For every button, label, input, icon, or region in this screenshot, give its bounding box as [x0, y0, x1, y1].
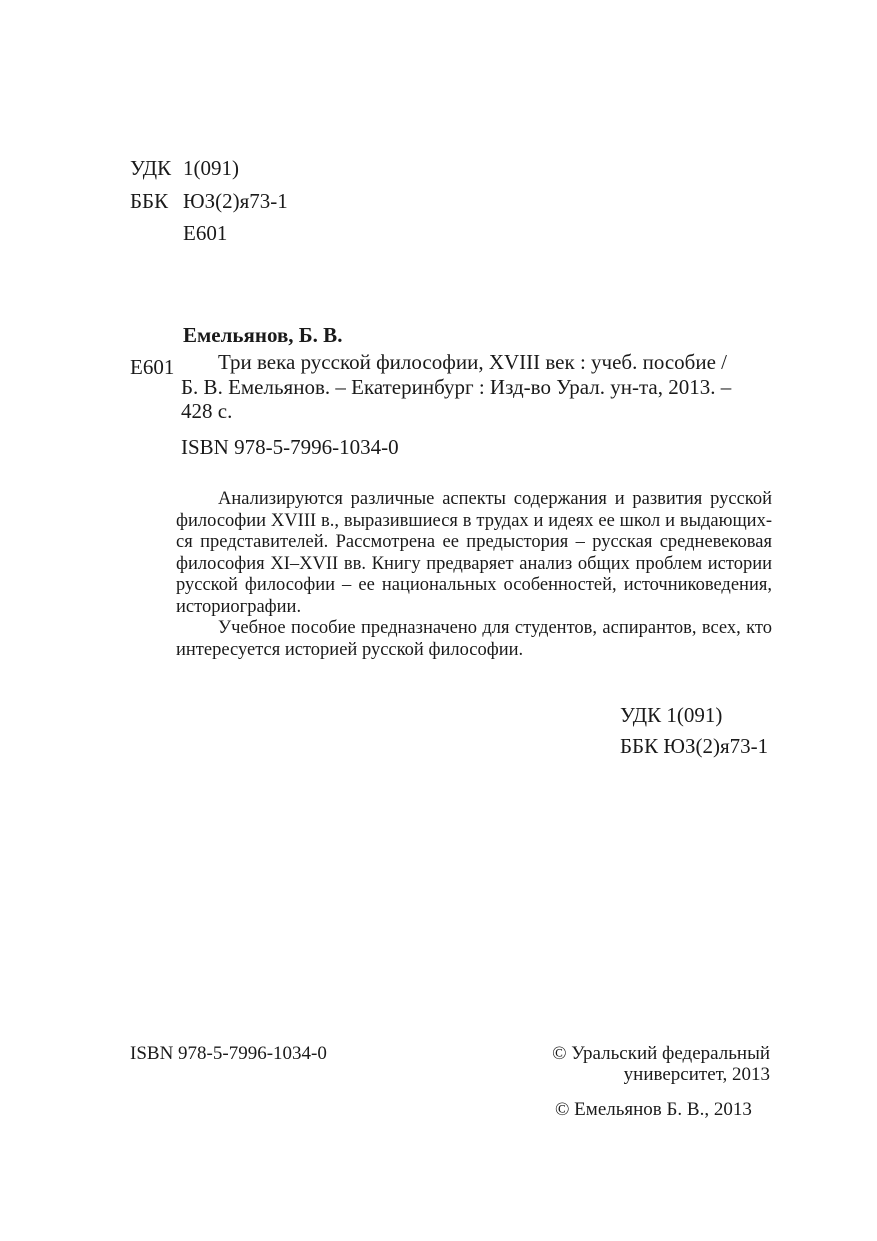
- author-mark: Е601: [183, 221, 228, 245]
- isbn-record: ISBN 978-5-7996-1034-0: [181, 435, 399, 459]
- isbn-footer: ISBN 978-5-7996-1034-0: [130, 1043, 327, 1064]
- margin-mark: Е601: [130, 355, 175, 379]
- udk-right: УДК 1(091): [620, 703, 723, 727]
- annotation-line: Анализируются различные аспекты содержания и развития русской: [218, 489, 772, 509]
- bbk-label: ББК: [130, 189, 169, 213]
- bbk-right: ББК ЮЗ(2)я73-1: [620, 734, 769, 758]
- title-line-3: 428 с.: [181, 399, 233, 423]
- annotation-line: интересуется историей русской философии.: [176, 639, 524, 660]
- annotation-line: ся представителей. Рассмотрена ее предыстория – русская средневековая: [176, 532, 772, 552]
- title-line-1: Три века русской философии, XVIII век : учеб. пособие /: [218, 350, 728, 374]
- annotation-line: философия XI–XVII вв. Книгу предваряет анализ общих проблем истории: [176, 553, 772, 574]
- author-heading: Емельянов, Б. В.: [183, 323, 343, 347]
- udk-label: УДК: [130, 156, 172, 180]
- title-line-2: Б. В. Емельянов. – Екатеринбург : Изд-во Урал. ун-та, 2013. –: [181, 375, 732, 399]
- annotation-line: Учебное пособие предназначено для студентов, аспирантов, всех, кто: [218, 618, 772, 638]
- annotation-paragraph-2: [176, 618, 772, 661]
- annotation-paragraph-1: [176, 489, 772, 618]
- annotation-line: историографии.: [176, 596, 302, 617]
- copyright-university-line-2: университет, 2013: [623, 1064, 770, 1085]
- annotation-line: философии XVIII в., выразившиеся в трудах и идеях ее школ и выдающих-: [176, 510, 772, 531]
- udk-value: 1(091): [183, 156, 239, 180]
- copyright-university-line-1: © Уральский федеральный: [552, 1043, 770, 1064]
- annotation-line: русской философии – ее национальных особенностей, источниковедения,: [176, 575, 772, 595]
- copyright-author: © Емельянов Б. В., 2013: [555, 1099, 752, 1120]
- annotation: [176, 489, 772, 661]
- bbk-value: ЮЗ(2)я73-1: [183, 189, 288, 213]
